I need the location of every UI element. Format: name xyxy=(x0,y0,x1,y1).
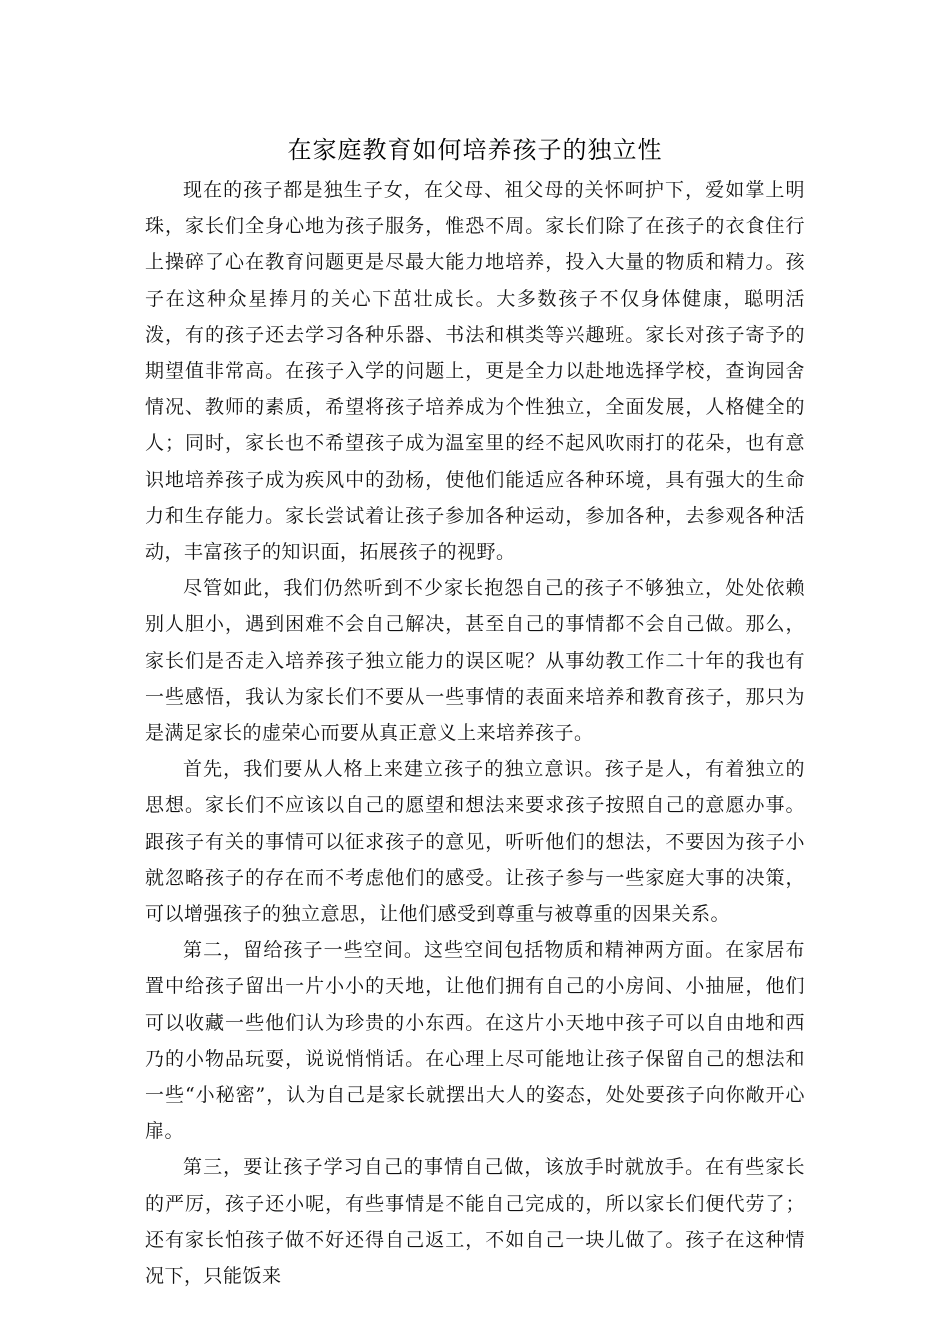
document-body xyxy=(145,172,805,1294)
document-page xyxy=(145,128,805,1294)
paragraph-complaints: 尽管如此，我们仍然听到不少家长抱怨自己的孩子不够独立，处处依赖别人胆小，遇到困难不会自己解决，甚至自己的事情都不会自己做。那么，家长们是否走入培养孩子独立能力的误区呢？从事幼教工作二十年的我也有一些感悟，我认为家长们不要从一些事情的表面来培养和教育孩子，那只为是满足家长的虚荣心而要从真正意义上来培养孩子。 xyxy=(145,577,805,745)
paragraph-third-point: 第三，要让孩子学习自己的事情自己做，该放手时就放手。在有些家长的严厉，孩子还小呢，有些事情是不能自己完成的，所以家长们便代劳了；还有家长怕孩子做不好还得自己返工，不如自己一块儿做了。孩子在这种情况下，只能饭来 xyxy=(145,1156,805,1288)
paragraph-first-point: 首先，我们要从人格上来建立孩子的独立意识。孩子是人，有着独立的思想。家长们不应该以自己的愿望和想法来要求孩子按照自己的意愿办事。跟孩子有关的事情可以征求孩子的意见，听听他们的想法，不要因为孩子小就忽略孩子的存在而不考虑他们的感受。让孩子参与一些家庭大事的决策，可以增强孩子的独立意思，让他们感受到尊重与被尊重的因果关系。 xyxy=(145,758,805,926)
paragraph-intro: 现在的孩子都是独生子女，在父母、祖父母的关怀呵护下，爱如掌上明珠，家长们全身心地为孩子服务，惟恐不周。家长们除了在孩子的衣食住行上操碎了心在教育问题更是尽最大能力地培养，投入大量的物质和精力。孩子在这种众星捧月的关心下茁壮成长。大多数孩子不仅身体健康，聪明活泼，有的孩子还去学习各种乐器、书法和棋类等兴趣班。家长对孩子寄予的期望值非常高。在孩子入学的问题上，更是全力以赴地选择学校，查询园舍情况、教师的素质，希望将孩子培养成为个性独立，全面发展，人格健全的人；同时，家长也不希望孩子成为温室里的经不起风吹雨打的花朵，也有意识地培养孩子成为疾风中的劲杨，使他们能适应各种环境，具有强大的生命力和生存能力。家长尝试着让孩子参加各种运动，参加各种，去参观各种活动，丰富孩子的知识面，拓展孩子的视野。 xyxy=(145,179,805,564)
paragraph-second-point: 第二，留给孩子一些空间。这些空间包括物质和精神两方面。在家居布置中给孩子留出一片小小的天地，让他们拥有自己的小房间、小抽屉，他们可以收藏一些他们认为珍贵的小东西。在这片小天地中孩子可以自由地和西乃的小物品玩耍，说说悄悄话。在心理上尽可能地让孩子保留自己的想法和一些“小秘密”，认为自己是家长就摆出大人的姿态，处处要孩子向你敞开心扉。 xyxy=(145,939,805,1143)
document-title: 在家庭教育如何培养孩子的独立性 xyxy=(287,136,663,164)
